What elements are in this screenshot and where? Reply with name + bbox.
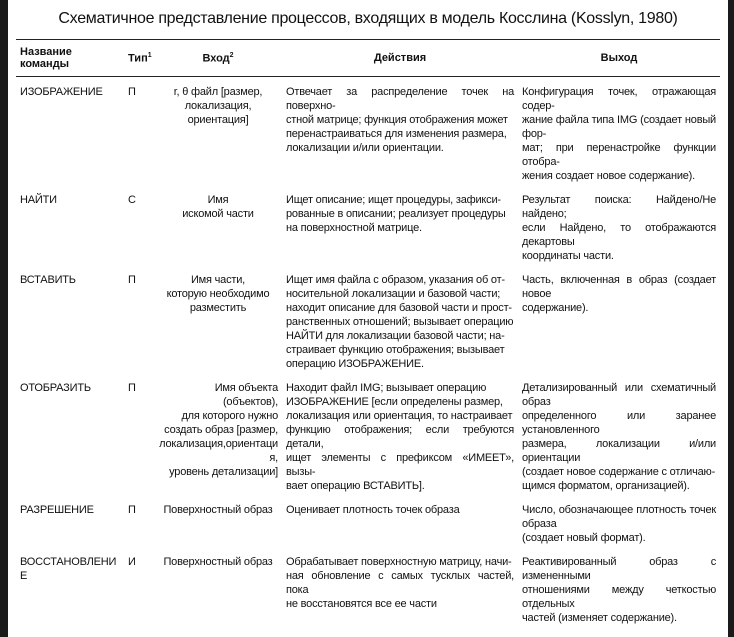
command-input-line: локализация, xyxy=(184,100,252,112)
command-output-line: координаты части. xyxy=(522,250,614,262)
table-row xyxy=(16,547,720,627)
header-row xyxy=(16,40,720,77)
command-type-line: П xyxy=(128,382,136,394)
command-actions-line: функцию отображения; если требуются детали, xyxy=(286,424,514,450)
command-output-line: частей (изменяет содержание). xyxy=(522,612,677,624)
command-name-line: ИЗОБРАЖЕНИЕ xyxy=(20,86,103,98)
command-actions-line: НАЙТИ для локализации базовой части; на- xyxy=(286,330,505,342)
command-input-line: разместить xyxy=(189,302,247,314)
header-output xyxy=(518,40,720,77)
command-output xyxy=(518,547,720,627)
command-type xyxy=(124,265,154,373)
command-input-line: Имя части, xyxy=(190,274,246,286)
command-output-line: жание файла типа IMG (создает новый фор- xyxy=(522,114,716,140)
command-actions-line: операцию ИЗОБРАЖЕНИЕ. xyxy=(286,358,424,370)
header-type-text: Тип xyxy=(128,52,148,65)
command-name xyxy=(16,185,124,265)
command-output xyxy=(518,185,720,265)
command-input-line: локализация,ориентация, xyxy=(159,438,278,464)
command-type-line: С xyxy=(128,194,136,206)
command-actions-line: страивает функцию отображения; вызывает xyxy=(286,344,505,356)
command-actions xyxy=(282,265,518,373)
command-name xyxy=(16,265,124,373)
command-name-line: РАЗРЕШЕНИЕ xyxy=(20,504,94,516)
command-name xyxy=(16,77,124,186)
command-name-line: ОТОБРАЗИТЬ xyxy=(20,382,91,394)
command-input xyxy=(154,495,282,547)
footnote-mark: 1 xyxy=(147,51,152,59)
command-input xyxy=(154,547,282,627)
command-output-line: (создает новое содержание с отличаю- xyxy=(522,466,716,478)
command-input xyxy=(154,185,282,265)
command-output-line: мат; при перенастройке функции отобра- xyxy=(522,142,716,168)
header-actions xyxy=(282,40,518,77)
table-row xyxy=(16,77,720,186)
command-output-line: Детализированный или схематичный образ xyxy=(522,382,716,408)
command-input-line: искомой части xyxy=(182,208,254,220)
header-output-text: Выход xyxy=(600,52,638,64)
command-actions-line: не восстановятся все ее части xyxy=(286,598,437,610)
command-actions-line: ная обновление с самых тусклых частей, пока xyxy=(286,570,514,596)
command-actions xyxy=(282,77,518,186)
command-output xyxy=(518,373,720,495)
document-page xyxy=(8,0,728,637)
command-input-line: Поверхностный образ xyxy=(163,556,273,568)
header-name-text: Название команды xyxy=(20,46,72,70)
command-input xyxy=(154,373,282,495)
command-actions-line: ИЗОБРАЖЕНИЕ [если определены размер, xyxy=(286,396,503,408)
command-input-line: которую необходимо xyxy=(166,288,270,300)
command-output-line: (создает новый формат). xyxy=(522,532,646,544)
command-output-line: определенного или заранее установленного xyxy=(522,410,716,436)
header-type xyxy=(124,40,154,77)
command-actions xyxy=(282,185,518,265)
command-name xyxy=(16,547,124,627)
table-row xyxy=(16,373,720,495)
command-type xyxy=(124,547,154,627)
command-output-line: Результат поиска: Найдено/Не найдено; xyxy=(522,194,716,220)
command-output xyxy=(518,495,720,547)
command-name-line: НАЙТИ xyxy=(20,194,57,206)
command-name-line: ВОССТАНОВЛЕНИЕ xyxy=(20,556,117,582)
command-actions-line: рованные в описании; реализует процедуры xyxy=(286,208,506,220)
command-name-line: ВСТАВИТЬ xyxy=(20,274,76,286)
header-name xyxy=(16,40,124,77)
command-type xyxy=(124,495,154,547)
command-output-line: жения создает новое содержание). xyxy=(522,170,695,182)
table-row xyxy=(16,185,720,265)
header-input-text: Вход xyxy=(202,52,230,65)
command-type xyxy=(124,77,154,186)
command-input-line: Имя объекта (объектов), xyxy=(214,382,278,408)
command-output-line: Часть, включенная в образ (создает новое xyxy=(522,274,716,300)
command-input-line: r, θ файл [размер, xyxy=(173,86,263,98)
command-actions xyxy=(282,547,518,627)
command-actions-line: локализация или ориентация, то настраивает xyxy=(286,410,513,422)
command-input xyxy=(154,265,282,373)
command-input xyxy=(154,77,282,186)
command-type-line: П xyxy=(128,274,136,286)
command-type-line: П xyxy=(128,504,136,516)
command-actions-line: носительной локализации и базовой части; xyxy=(286,288,501,300)
command-output-line: щимся форматом, организацией). xyxy=(522,480,690,492)
header-input xyxy=(154,40,282,77)
command-actions-line: Ищет описание; ищет процедуры, зафикси- xyxy=(286,194,501,206)
command-output-line: размера, локализации и/или ориентации xyxy=(522,438,716,464)
command-input-line: уровень детализации] xyxy=(169,466,278,478)
command-output-line: Реактивированный образ с измененными xyxy=(522,556,716,582)
command-output xyxy=(518,265,720,373)
table-row xyxy=(16,495,720,547)
command-name xyxy=(16,373,124,495)
command-input-line: создать образ [размер, xyxy=(164,424,278,436)
command-type-line: И xyxy=(128,556,136,568)
command-actions-line: перенастраиваться для изменения размера, xyxy=(286,128,507,140)
command-type xyxy=(124,185,154,265)
command-actions-line: Отвечает за распределение точек на поверхно- xyxy=(286,86,514,112)
footnote-mark: 2 xyxy=(229,51,234,59)
command-actions-line: локализации и/или ориентации. xyxy=(286,142,444,154)
command-output-line: если Найдено, то отображаются декартовы xyxy=(522,222,716,248)
command-input-line: ориентация] xyxy=(187,114,249,126)
command-actions xyxy=(282,495,518,547)
command-actions-line: находит описание для базовой части и прост- xyxy=(286,302,512,314)
command-output-line: содержание). xyxy=(522,302,589,314)
command-actions-line: стной матрице; функция отображения может xyxy=(286,114,508,126)
command-type xyxy=(124,373,154,495)
command-input-line: Поверхностный образ xyxy=(163,504,273,516)
command-actions xyxy=(282,373,518,495)
command-output-line: Конфигурация точек, отражающая содер- xyxy=(522,86,716,112)
command-input-line: Имя xyxy=(207,194,229,206)
table-row xyxy=(16,265,720,373)
table-body xyxy=(16,77,720,628)
command-actions-line: вает операцию ВСТАВИТЬ]. xyxy=(286,480,425,492)
command-actions-line: Находит файл IMG; вызывает операцию xyxy=(286,382,487,394)
command-output-line: Число, обозначающее плотность точек образа xyxy=(522,504,716,530)
command-output-line: отношениями между четкостью отдельных xyxy=(522,584,716,610)
processes-table xyxy=(16,39,720,627)
command-input-line: для которого нужно xyxy=(181,410,278,422)
command-actions-line: Оценивает плотность точек образа xyxy=(286,504,460,516)
command-actions-line: Обрабатывает поверхностную матрицу, начи- xyxy=(286,556,512,568)
table-title: Схематичное представление процессов, входящих в модель Косслина (Kosslyn, 1980) xyxy=(58,10,678,27)
command-actions-line: на поверхностной матрице. xyxy=(286,222,422,234)
command-actions-line: Ищет имя файла с образом, указания об от- xyxy=(286,274,505,286)
command-type-line: П xyxy=(128,86,136,98)
header-actions-text: Действия xyxy=(373,52,427,64)
command-output xyxy=(518,77,720,186)
command-name xyxy=(16,495,124,547)
command-actions-line: ранственных отношений; вызывает операцию xyxy=(286,316,514,328)
command-actions-line: ищет элементы с префиксом «ИМЕЕТ», вызы- xyxy=(286,452,514,478)
